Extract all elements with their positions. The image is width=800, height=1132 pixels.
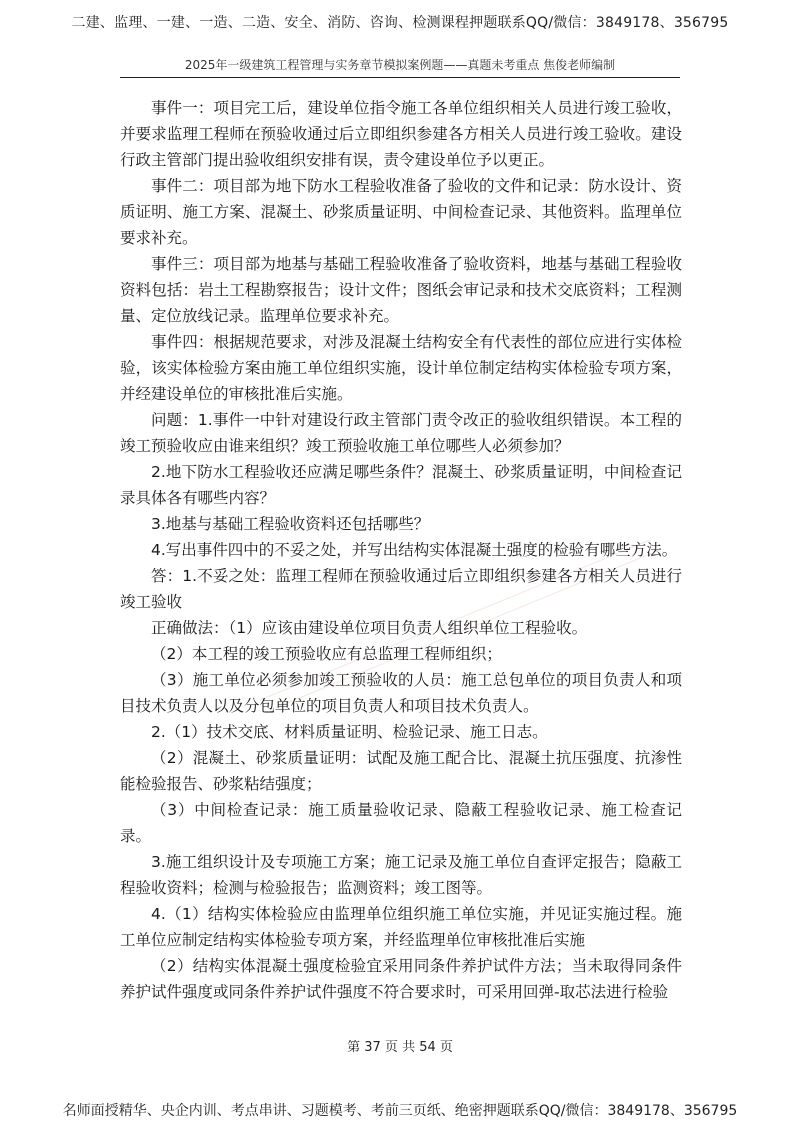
paragraph: 问题：1.事件一中针对建设行政主管部门责令改正的验收组织错误。本工程的竣工预验收应由谁来组织？竣工预验收施工单位哪些人必须参加？ (120, 411, 682, 455)
bottom-banner: 名师面授精华、央企内训、考点串讲、习题模考、考前三页纸、绝密押题联系QQ/微信：3849178、356795 (62, 1103, 738, 1119)
paragraph: 正确做法：（1）应该由建设单位项目负责人组织单位工程验收。 (151, 619, 588, 637)
paragraph: （2）本工程的竣工预验收应有总监理工程师组织； (151, 645, 502, 663)
paragraph: （2）混凝土、砂浆质量证明：试配及施工配合比、混凝土抗压强度、抗渗性能检验报告、砂浆粘结强度； (120, 749, 682, 793)
paragraph: 2.（1）技术交底、材料质量证明、检验记录、施工日志。 (151, 723, 548, 741)
page-number: 第 37 页 共 54 页 (347, 1040, 453, 1055)
paragraph: 4.（1）结构实体检验应由监理单位组织施工单位实施，并见证实施过程。施工单位应制定结构实体检验专项方案，并经监理单位审核批准后实施 (120, 905, 682, 949)
paragraph: 4.写出事件四中的不妥之处，并写出结构实体混凝土强度的检验有哪些方法。 (151, 541, 678, 559)
paragraph: 答：1.不妥之处：监理工程师在预验收通过后立即组织参建各方相关人员进行竣工验收 (120, 567, 682, 611)
paragraph: 2.地下防水工程验收还应满足哪些条件？混凝土、砂浆质量证明，中间检查记录具体各有哪些内容？ (120, 463, 682, 507)
paragraph: 事件四：根据规范要求，对涉及混凝土结构安全有代表性的部位应进行实体检验，该实体检验方案由施工单位组织实施，设计单位制定结构实体检验专项方案，并经建设单位的审核批准后实施。 (120, 333, 682, 403)
top-banner: 二建、监理、一建、一造、二造、安全、消防、咨询、检测课程押题联系QQ/微信：3849178、356795 (71, 15, 729, 31)
paragraph: 3.施工组织设计及专项施工方案；施工记录及施工单位自查评定报告；隐蔽工程验收资料；检测与检验报告；监测资料；竣工图等。 (120, 853, 682, 897)
paragraph: （2）结构实体混凝土强度检验宜采用同条件养护试件方法；当未取得同条件养护试件强度或同条件养护试件强度不符合要求时，可采用回弹-取芯法进行检验 (120, 957, 682, 1001)
paragraph: 事件一：项目完工后，建设单位指令施工各单位组织相关人员进行竣工验收，并要求监理工程师在预验收通过后立即组织参建各方相关人员进行竣工验收。建设行政主管部门提出验收组织安排有误，责令建设单位予以更正。 (120, 99, 682, 169)
document-header: 2025年一级建筑工程管理与实务章节模拟案例题——真题未考重点 焦俊老师编制 (120, 56, 680, 78)
paragraph: 事件二：项目部为地下防水工程验收准备了验收的文件和记录：防水设计、资质证明、施工方案、混凝土、砂浆质量证明、中间检查记录、其他资料。监理单位要求补充。 (120, 177, 682, 247)
document-body (120, 95, 682, 1005)
paragraph: 事件三：项目部为地基与基础工程验收准备了验收资料，地基与基础工程验收资料包括：岩土工程勘察报告；设计文件；图纸会审记录和技术交底资料；工程测量、定位放线记录。监理单位要求补充。 (120, 255, 682, 325)
paragraph: 3.地基与基础工程验收资料还包括哪些？ (151, 515, 430, 533)
paragraph: （3）施工单位必须参加竣工预验收的人员：施工总包单位的项目负责人和项目技术负责人以及分包单位的项目负责人和项目技术负责人。 (120, 671, 682, 715)
paragraph: （3）中间检查记录：施工质量验收记录、隐蔽工程验收记录、施工检查记录。 (120, 801, 682, 845)
